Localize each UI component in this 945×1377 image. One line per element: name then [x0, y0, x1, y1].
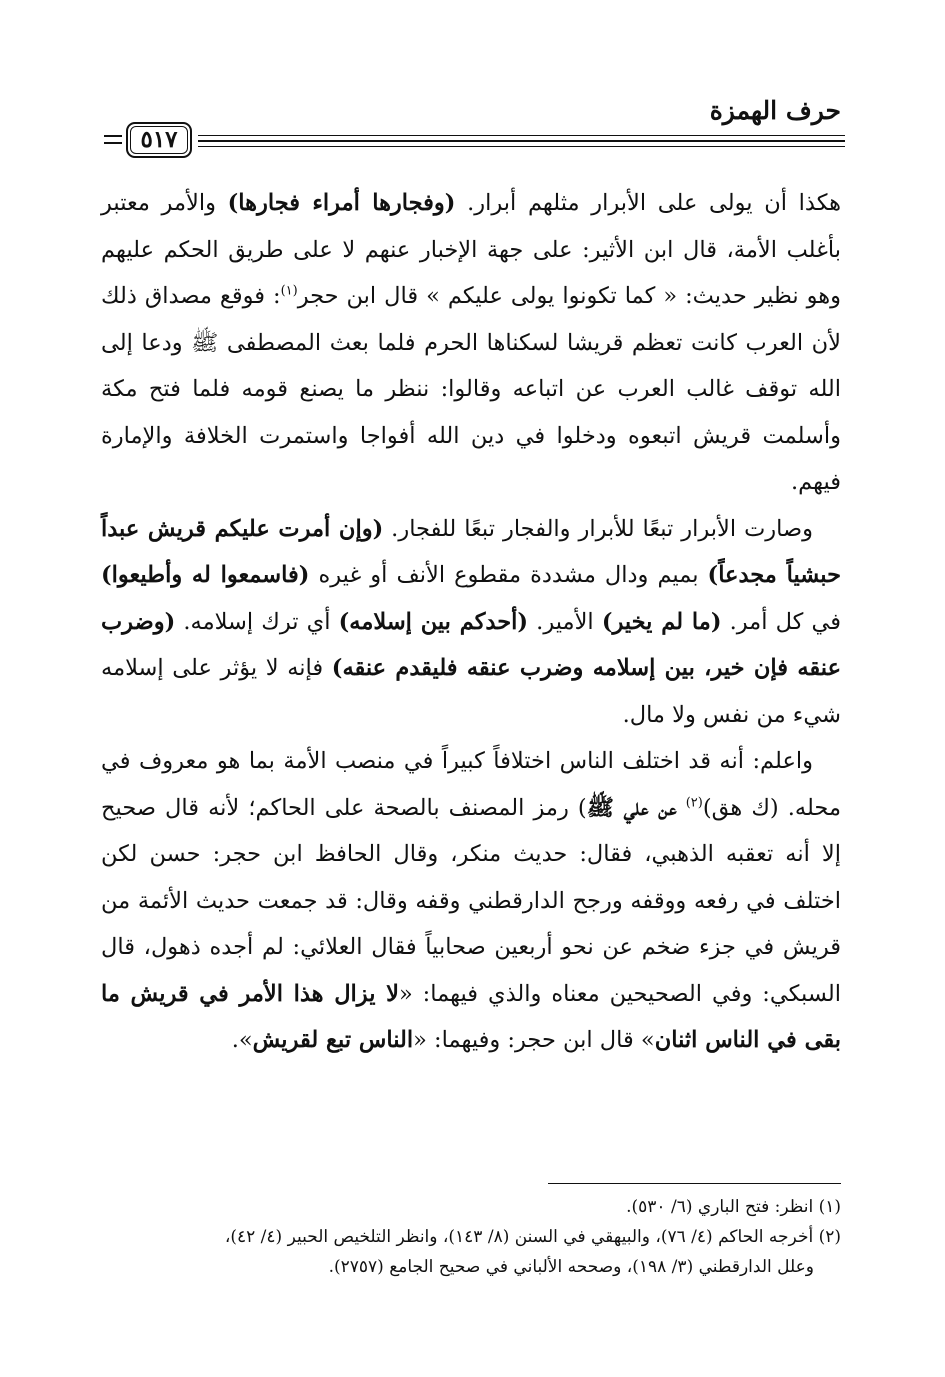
commentary-text: الأمير. — [528, 608, 602, 635]
commentary-text: واعلم: أنه قد اختلف الناس اختلافاً كبيراً في منصب الأمة بما هو معروف في محله. (ك هق) — [101, 748, 841, 821]
running-title: حرف الهمزة — [709, 96, 841, 125]
commentary-text: والأمر معتبر بأغلب الأمة، قال ابن الأثير: على جهة الإخبار عنهم لا على طريق الحكم عليهم وهو نظير حديث: « كما تكونوا يولى عليكم » قال ابن حجر — [101, 190, 841, 309]
header-rule-line — [198, 146, 845, 147]
commentary-text: ». — [231, 1027, 253, 1053]
commentary-text: أي ترك إسلامه. — [175, 608, 339, 635]
footnote-continuation: وعلل الدارقطني (٣/ ١٩٨)، وصححه الألباني في صحيح الجامع (٢٧٥٧). — [328, 1257, 814, 1277]
footnote-separator — [548, 1183, 841, 1184]
page-number-ornament — [104, 134, 122, 146]
commentary-text — [677, 795, 686, 821]
footnote-marker: (٢) — [685, 795, 703, 810]
commentary-text: » قال ابن حجر: وفيهما: « — [413, 1027, 655, 1053]
commentary-text: هكذا أن يولى على الأبرار مثلهم أبرار. — [455, 190, 841, 216]
footnote: (٢) أخرجه الحاكم (٤/ ٧٦)، والبيهقي في السنن (٨/ ١٤٣)، وانظر التلخيص الحبير (٤/ ٤٢)، — [224, 1227, 841, 1247]
commentary-text: فإنه لا يؤثر على إسلامه شيء من نفس ولا مال. — [101, 655, 841, 728]
paragraph — [101, 180, 841, 506]
hadith-text: عن علي ﷺ — [586, 794, 677, 821]
footnote: (١) انظر: فتح الباري (٦/ ٥٣٠). — [626, 1197, 841, 1217]
hadith-text: (ما لم يخير) — [601, 608, 722, 635]
hadith-text: لا يزال هذا الأمر في قريش ما بقى في الناس اثنان — [101, 980, 841, 1053]
hadith-text: الناس تبع لقريش — [252, 1027, 414, 1053]
hadith-text: (وفجارها أمراء فجارها) — [227, 190, 456, 216]
header-rule — [198, 134, 845, 148]
hadith-text: (فاسمعوا له وأطيعوا) — [101, 562, 310, 588]
hadith-text: (أحدكم بين إسلامه) — [338, 608, 529, 635]
header-rule-line — [198, 140, 845, 142]
commentary-text: ) رمز المصنف بالصحة على الحاكم؛ لأنه قال صحيح إلا أنه تعقبه الذهبي، فقال: حديث منكر، وقال الحافظ ابن حجر: حسن لكن اختلف في رفعه ووقفه ورجح الدارقطني وقفه وقال: قد جمعت حديث الأئمة من قريش في جزء ضخم عن نحو أربعين صحابياً فقال العلائي: لم أجده ذهول، قال السبكي: وفي الصحيحين معناه والذي فيهما: « — [101, 794, 841, 1007]
commentary-text: في كل أمر. — [721, 608, 841, 635]
paragraph — [101, 506, 841, 739]
main-text — [101, 180, 841, 1064]
hadith-text: (وإن أمرت عليكم قريش عبداً حبشياً مجدعاً) — [101, 515, 842, 588]
footnotes — [101, 1192, 841, 1282]
page-number: ٥١٧ — [126, 122, 192, 158]
commentary-text: : فوقع مصداق ذلك لأن العرب كانت تعظم قريشا لسكناها الحرم فلما بعث المصطفى ﷺ ودعا إلى الله توقف غالب العرب عن اتباعه وقالوا: ننظر ما يصنع قومه فلما فتح مكة وأسلمت قريش اتبعوه ودخلوا في دين الله أفواجا واستمرت الخلافة والإمارة فيهم. — [101, 283, 841, 495]
paragraph — [101, 738, 841, 1064]
header-rule-line — [198, 135, 845, 136]
commentary-text: بميم ودال مشددة مقطوع الأنف أو غيره — [309, 562, 708, 588]
commentary-text: وصارت الأبرار تبعًا للأبرار والفجار تبعًا للفجار. — [383, 515, 813, 542]
hadith-text: (وضرب عنقه فإن خير، بين إسلامه وضرب عنقه فليقدم عنقه) — [101, 608, 841, 681]
footnote-marker: (١) — [280, 283, 298, 299]
